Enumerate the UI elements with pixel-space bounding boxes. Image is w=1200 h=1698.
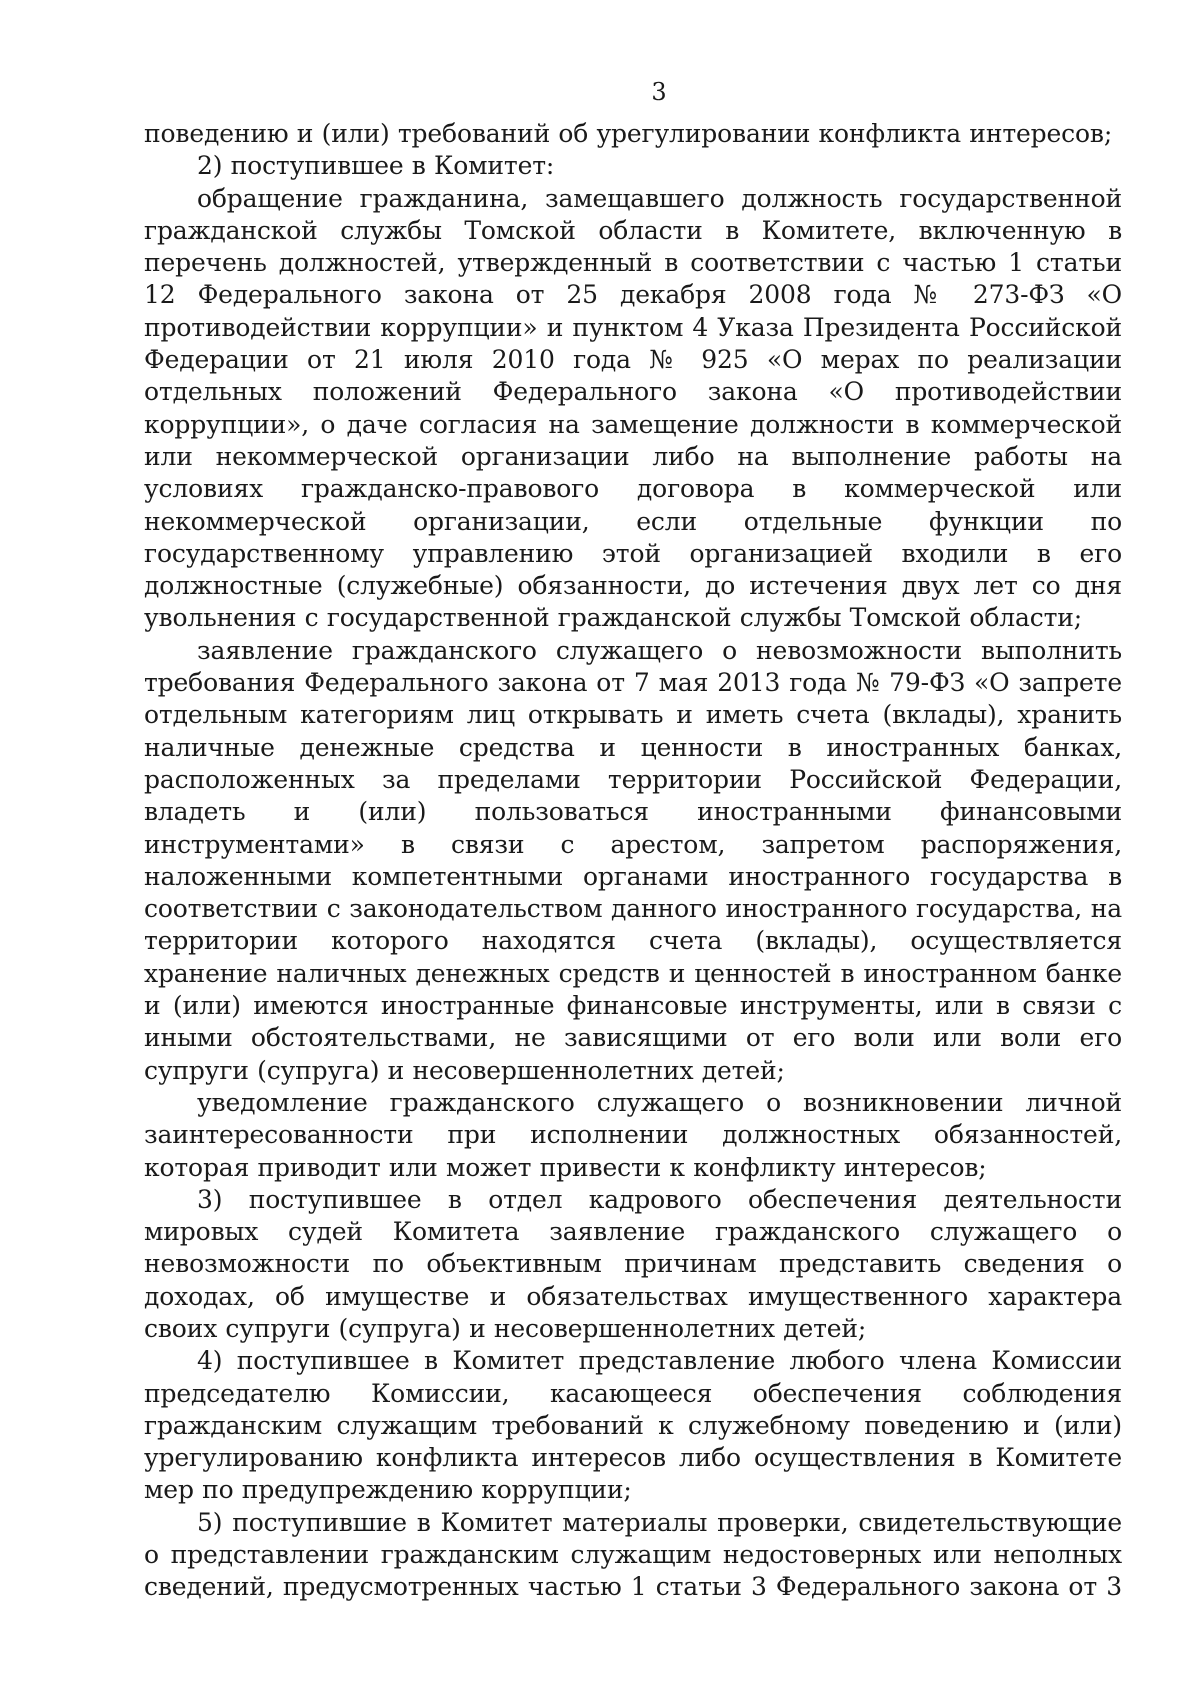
paragraph-servant-notice: уведомление гражданского служащего о возникновении личной заинтересованности при исполнении должностных обязанностей, которая приводит или может привести к конфликту интересов; — [144, 1087, 1122, 1182]
paragraph-item-4: 4) поступившее в Комитет представление любого члена Комиссии председателю Комиссии, касающееся обеспечения соблюдения гражданским служащим требований к служебному поведению и (или) урегулированию конфликта интересов либо осуществления в Комитете мер по предупреждению коррупции; — [144, 1346, 1122, 1505]
paragraph-continuation: поведению и (или) требований об урегулировании конфликта интересов; — [144, 119, 1113, 148]
document-page — [144, 78, 1122, 1604]
paragraph-citizen-appeal: обращение гражданина, замещавшего должность государственной гражданской службы Томской области в Комитете, включенную в перечень должностей, утвержденный в соответствии с частью 1 статьи 12 Федерального закона от 25 декабря 2008 года № 273-ФЗ «О противодействии коррупции» и пунктом 4 Указа Президента Российской Федерации от 21 июля 2010 года № 925 «О мерах по реализации отдельных положений Федерального закона «О противодействии коррупции», о даче согласия на замещение должности в коммерческой или некоммерческой организации либо на выполнение работы на условиях гражданско-правового договора в коммерческой или некоммерческой организации, если отдельные функции по государственному управлению этой организацией входили в его должностные (служебные) обязанности, до истечения двух лет со дня увольнения с государственной гражданской службы Томской области; — [144, 183, 1122, 633]
page-number: 3 — [651, 78, 667, 106]
paragraph-item-2: 2) поступившее в Комитет: — [197, 151, 555, 181]
paragraph-item-3: 3) поступившее в отдел кадрового обеспечения деятельности мировых судей Комитета заявление гражданского служащего о невозможности по объективным причинам представить сведения о доходах, об имуществе и обязательствах имущественного характера своих супруги (супруга) и несовершеннолетних детей; — [144, 1184, 1122, 1343]
paragraph-item-5: 5) поступившие в Комитет материалы проверки, свидетельствующие о представлении гражданским служащим недостоверных или неполных сведений, предусмотренных частью 1 статьи 3 Федерального закона от 3 — [144, 1507, 1122, 1602]
paragraph-servant-statement: заявление гражданского служащего о невозможности выполнить требования Федерального закона от 7 мая 2013 года № 79-ФЗ «О запрете отдельным категориям лиц открывать и иметь счета (вклады), хранить наличные денежные средства и ценности в иностранных банках, расположенных за пределами территории Российской Федерации, владеть и (или) пользоваться иностранными финансовыми инструментами» в связи с арестом, запретом распоряжения, наложенными компетентными органами иностранного государства в соответствии с законодательством данного иностранного государства, на территории которого находятся счета (вклады), осуществляется хранение наличных денежных средств и ценностей в иностранном банке и (или) имеются иностранные финансовые инструменты, или в связи с иными обстоятельствами, не зависящими от его воли или воли его супруги (супруга) и несовершеннолетних детей; — [144, 635, 1122, 1085]
